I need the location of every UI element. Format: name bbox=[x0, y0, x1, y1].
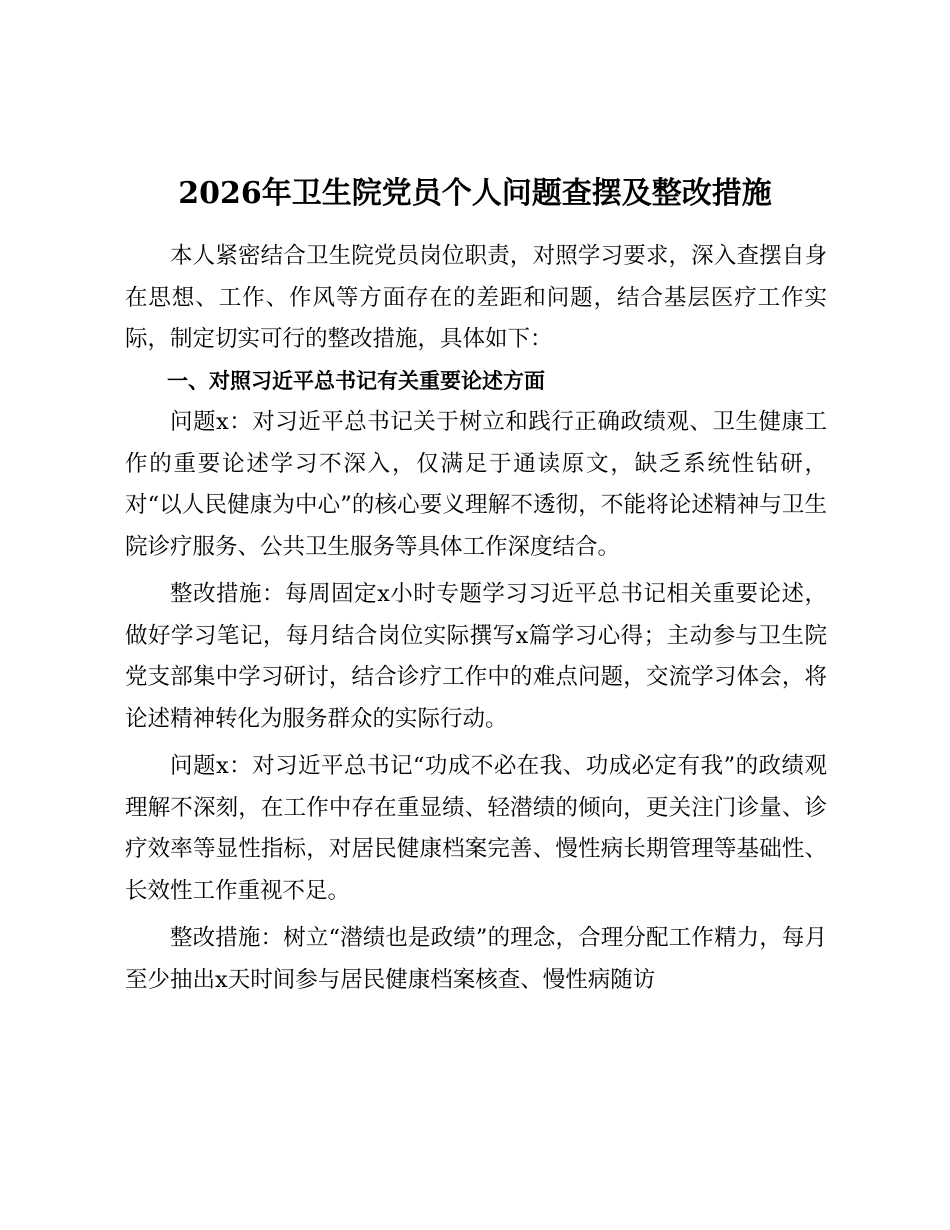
document-title: 2026年卫生院党员个人问题查摆及整改措施 bbox=[178, 176, 772, 211]
measure-paragraph-2: 整改措施：树立“潜绩也是政绩”的理念，合理分配工作精力，每月至少抽出x天时间参与居民健康档案核查、慢性病随访 bbox=[125, 925, 827, 993]
document-body bbox=[125, 236, 827, 1001]
intro-paragraph: 本人紧密结合卫生院党员岗位职责，对照学习要求，深入查摆自身在思想、工作、作风等方面存在的差距和问题，结合基层医疗工作实际，制定切实可行的整改措施，具体如下： bbox=[125, 243, 827, 352]
measure-paragraph-1: 整改措施：每周固定x小时专题学习习近平总书记相关重要论述，做好学习笔记，每月结合岗位实际撰写x篇学习心得；主动参与卫生院党支部集中学习研讨，结合诊疗工作中的难点问题，交流学习体会，将论述精神转化为服务群众的实际行动。 bbox=[125, 581, 827, 732]
problem-paragraph-2: 问题x：对习近平总书记“功成不必在我、功成必定有我”的政绩观理解不深刻，在工作中存在重显绩、轻潜绩的倾向，更关注门诊量、诊疗效率等显性指标，对居民健康档案完善、慢性病长期管理等基础性、长效性工作重视不足。 bbox=[125, 753, 827, 904]
section-heading-1: 一、对照习近平总书记有关重要论述方面 bbox=[167, 368, 545, 393]
problem-paragraph-1: 问题x：对习近平总书记关于树立和践行正确政绩观、卫生健康工作的重要论述学习不深入，仅满足于通读原文，缺乏系统性钻研，对“以人民健康为中心”的核心要义理解不透彻，不能将论述精神与卫生院诊疗服务、公共卫生服务等具体工作深度结合。 bbox=[125, 409, 827, 560]
